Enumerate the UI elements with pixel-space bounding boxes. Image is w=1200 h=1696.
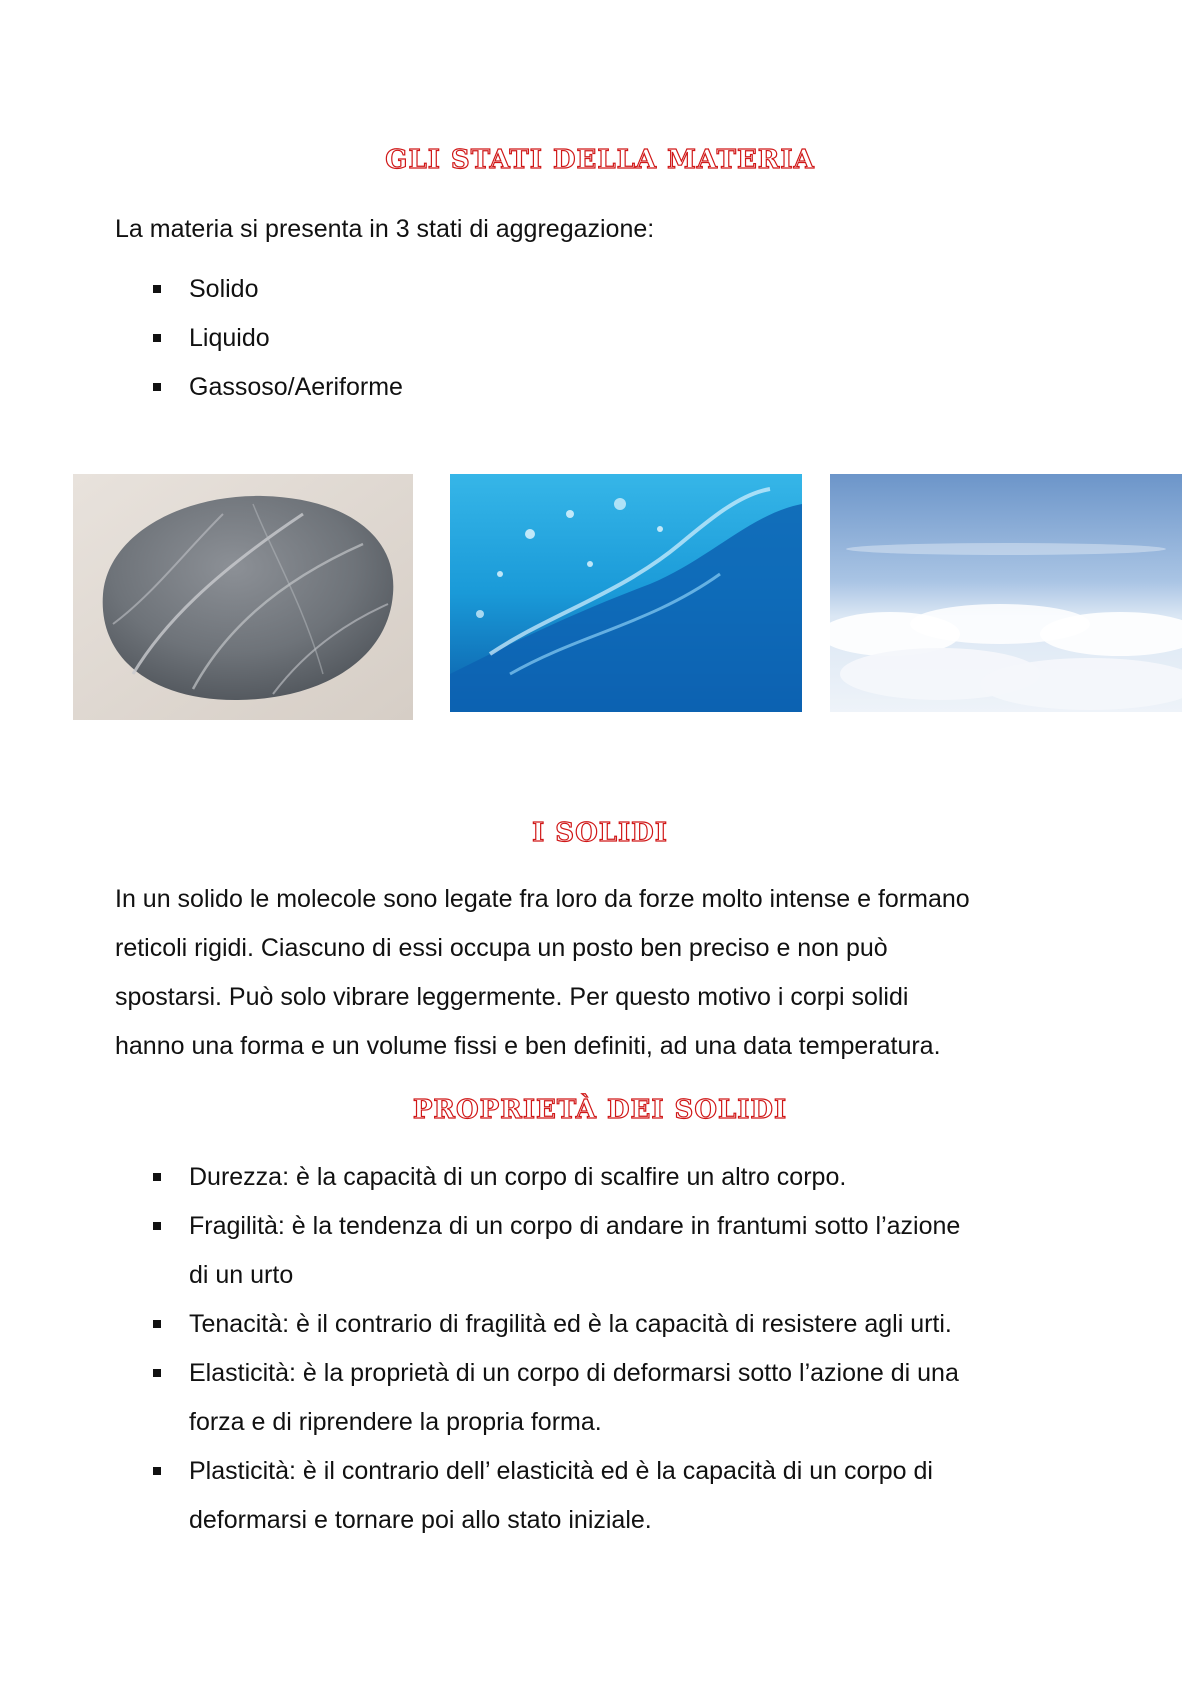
clouds-image xyxy=(830,474,1182,712)
list-item: Solido xyxy=(0,265,1069,314)
square-bullet-icon xyxy=(153,1173,161,1181)
title-properties-of-solids: PROPRIETÀ DEI SOLIDI xyxy=(412,1095,788,1125)
states-list xyxy=(0,265,1069,412)
square-bullet-icon xyxy=(153,1467,161,1475)
list-item: Plasticità: è il contrario dell’ elasticità ed è la capacità di un corpo di deformarsi e tornare poi allo stato iniziale. xyxy=(0,1447,1069,1545)
list-item: Durezza: è la capacità di un corpo di scalfire un altro corpo. xyxy=(0,1153,1069,1202)
water-image xyxy=(450,474,802,712)
list-item: Elasticità: è la proprietà di un corpo di deformarsi sotto l’azione di una forza e di riprendere la propria forma. xyxy=(0,1349,1069,1447)
square-bullet-icon xyxy=(153,334,161,342)
stone-image xyxy=(73,474,413,720)
title-states-of-matter: GLI STATI DELLA MATERIA xyxy=(385,145,815,175)
list-item: Liquido xyxy=(0,314,1069,363)
list-item: Tenacità: è il contrario di fragilità ed è la capacità di resistere agli urti. xyxy=(0,1300,1069,1349)
square-bullet-icon xyxy=(153,383,161,391)
list-item: Fragilità: è la tendenza di un corpo di andare in frantumi sotto l’azione di un urto xyxy=(0,1202,1069,1300)
square-bullet-icon xyxy=(153,1222,161,1230)
square-bullet-icon xyxy=(153,1369,161,1377)
title-solids: I SOLIDI xyxy=(532,818,668,848)
properties-list xyxy=(0,1153,1069,1545)
list-item: Gassoso/Aeriforme xyxy=(0,363,1069,412)
intro-text: La materia si presenta in 3 stati di aggregazione: xyxy=(115,215,655,243)
square-bullet-icon xyxy=(153,285,161,293)
solids-paragraph: In un solido le molecole sono legate fra loro da forze molto intense e formano reticoli rigidi. Ciascuno di essi occupa un posto ben preciso e non può spostarsi. Può solo vibrare leggermente. Per questo motivo i corpi solidi hanno una forma e un volume fissi e ben definiti, ad una data temperatura. xyxy=(115,885,970,1060)
square-bullet-icon xyxy=(153,1320,161,1328)
